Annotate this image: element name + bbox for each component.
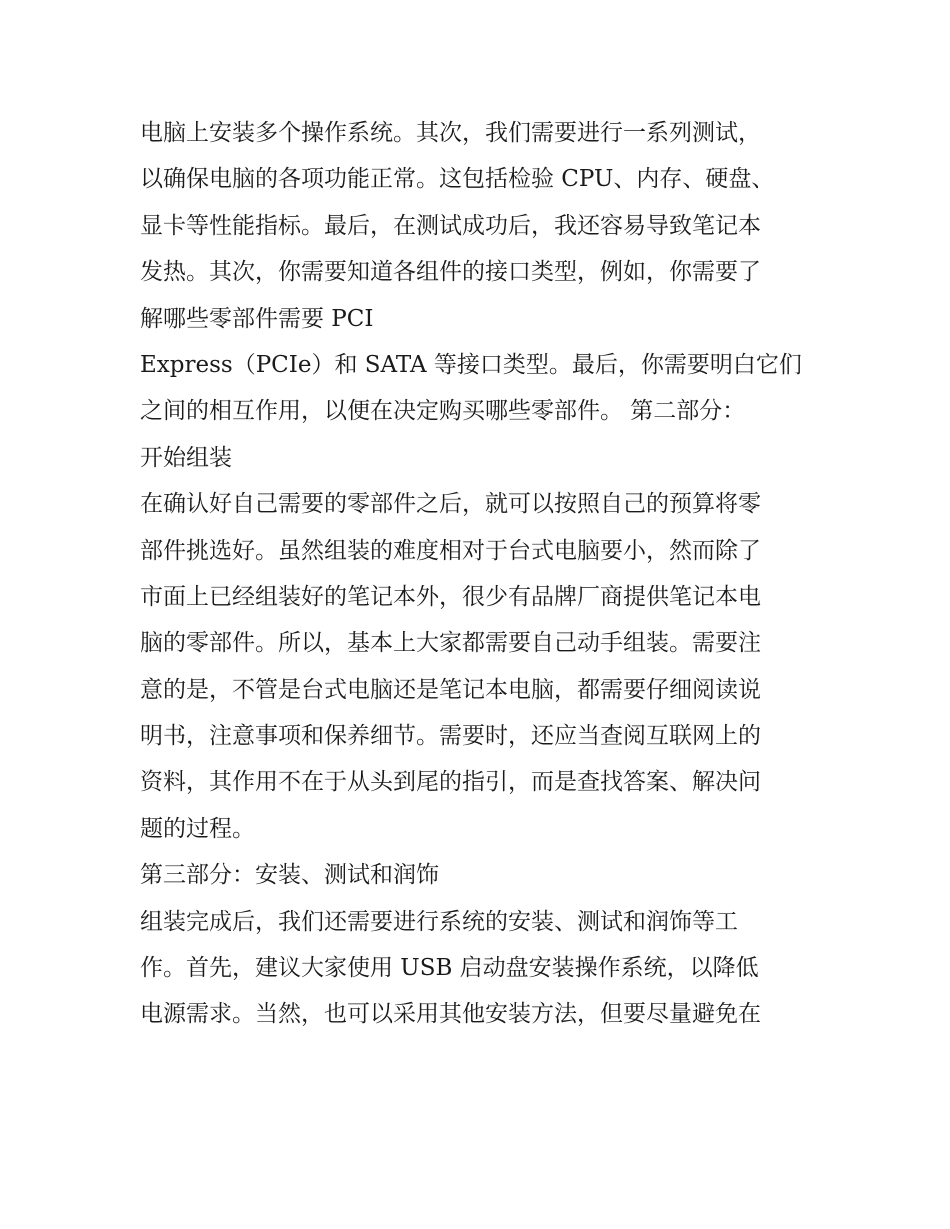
text-line: 电脑上安装多个操作系统。其次，我们需要进行一系列测试， [140, 120, 761, 146]
section-heading: 开始组装 [140, 444, 232, 471]
text-line: 部件挑选好。虽然组装的难度相对于台式电脑要小，然而除了 [140, 537, 761, 564]
text-line: 题的过程。 [140, 815, 255, 842]
document-body [140, 110, 830, 1038]
text-line: 发热。其次，你需要知道各组件的接口类型，例如，你需要了 [140, 259, 761, 286]
text-line: 组装完成后，我们还需要进行系统的安装、测试和润饰等工 [140, 908, 738, 935]
text-line: 显卡等性能指标。最后，在测试成功后，我还容易导致笔记本 [140, 212, 761, 239]
text-line: 意的是，不管是台式电脑还是笔记本电脑，都需要仔细阅读说 [140, 676, 761, 703]
text-line: Express（PCIe）和 SATA 等接口类型。最后，你需要明白它们 [140, 351, 802, 378]
text-line: 电源需求。当然，也可以采用其他安装方法，但要尽量避免在 [140, 1001, 761, 1028]
text-line: 市面上已经组装好的笔记本外，很少有品牌厂商提供笔记本电 [140, 583, 761, 610]
text-line: 在确认好自己需要的零部件之后，就可以按照自己的预算将零 [140, 491, 761, 518]
text-line: 作。首先，建议大家使用 USB 启动盘安装操作系统，以降低 [140, 955, 759, 982]
text-line: 明书，注意事项和保养细节。需要时，还应当查阅互联网上的 [140, 723, 761, 750]
text-line: 解哪些零部件需要 PCI [140, 305, 374, 332]
text-line: 之间的相互作用，以便在决定购买哪些零部件。 第二部分： [140, 398, 746, 425]
section-heading: 第三部分：安装、测试和润饰 [140, 862, 439, 889]
text-line: 资料，其作用不在于从头到尾的指引，而是查找答案、解决问 [140, 769, 761, 796]
text-line: 以确保电脑的各项功能正常。这包括检验 CPU、内存、硬盘、 [140, 166, 775, 193]
text-line: 脑的零部件。所以，基本上大家都需要自己动手组装。需要注 [140, 630, 761, 657]
